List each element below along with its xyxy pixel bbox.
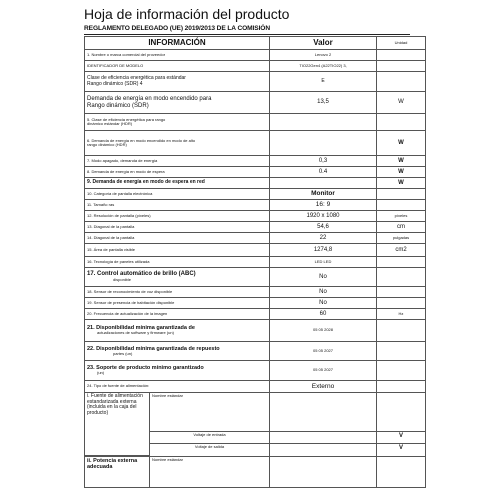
row-unit: pulgadas [377, 233, 426, 244]
power-supply-adequate-label: ii. Potencia externa adecuada [85, 457, 150, 487]
row-unit: W [377, 156, 426, 167]
row-value: Externo [270, 381, 377, 393]
row-value [270, 114, 377, 131]
row-unit [377, 189, 426, 200]
row-label: 18. Sensor de reconocimiento de voz disponible [85, 287, 270, 298]
title-divider [84, 34, 410, 35]
row-label: 7. Modo apagado, demanda de energía [85, 156, 270, 167]
row-value: 54,6 [270, 222, 377, 233]
row-value [270, 131, 377, 156]
row-value: E [270, 72, 377, 92]
row-unit: cm2 [377, 244, 426, 257]
row-value: 16: 9 [270, 200, 377, 211]
power-supply-external-unit [377, 393, 426, 457]
row-unit [377, 61, 426, 72]
col-header-info: INFORMACIÓN [85, 37, 270, 50]
power-supply-adequate-subtable [85, 457, 269, 487]
row-value: 0.4 [270, 167, 377, 178]
row-unit [377, 114, 426, 131]
row-value: LED LED [270, 257, 377, 268]
row-unit: cm [377, 222, 426, 233]
row-label: 20. Frecuencia de actualización de la imagen [85, 309, 270, 320]
row-value: 13,5 [270, 92, 377, 114]
output-voltage-label: Voltaje de salida [194, 444, 225, 449]
row-unit: W [377, 131, 426, 156]
info-table [84, 36, 426, 488]
adequate-value [270, 456, 377, 487]
row-label: 13. Diagonal de la pantalla [85, 222, 270, 233]
row-label: 5. Clase de eficiencia energética para rango dinámico estándar (HDR) [85, 114, 270, 131]
row-label: Clase de eficiencia energética para estándar Rango dinámico (SDR) 4 [85, 72, 270, 92]
row-unit [377, 320, 426, 342]
row-label: 14. Diagonal de la pantalla [85, 233, 270, 244]
row-unit [377, 257, 426, 268]
input-voltage-label: Voltaje de entrada [150, 432, 270, 444]
power-unit-subtable [377, 393, 425, 455]
row-value: 1920 x 1080 [270, 211, 377, 222]
page-title: Hoja de información del producto [84, 6, 290, 22]
row-label: 9. Demanda de energía en modo de espera en red [85, 178, 270, 189]
row-unit [377, 361, 426, 381]
row-label: 1. Nombre o marca comercial del proveedor [85, 50, 270, 61]
input-voltage-unit: V [377, 432, 425, 444]
row-label: 21. Disponibilidad mínima garantizada de actualizaciones de software y firmware (un) [85, 320, 270, 342]
row-value: No [270, 298, 377, 309]
row-label: 19. Sensor de presencia de habitación disponible [85, 298, 270, 309]
row-label: 12. Resolución de pantalla (píxeles) [85, 211, 270, 222]
power-supply-external-subtable [85, 393, 269, 456]
row-label: 8. Demanda de energía en modo de espera [85, 167, 270, 178]
row-label: 22. Disponibilidad mínima garantizada de repuesto partes (un) [85, 342, 270, 361]
row-unit [377, 50, 426, 61]
output-voltage-value [270, 444, 376, 456]
row-value: 05 05 2028 [270, 320, 377, 342]
row-unit [377, 287, 426, 298]
row-label: 6. Demanda de energía en modo encendido en modo de alto rango dinámico (HDR) [85, 131, 270, 156]
row-label: Demanda de energía en modo encendido para Rango dinámico (SDR) [85, 92, 270, 114]
row-value: No [270, 287, 377, 298]
row-unit [377, 200, 426, 211]
row-value: Lenovo 2 [270, 50, 377, 61]
row-unit: Hz [377, 309, 426, 320]
standard-name-unit [377, 393, 425, 432]
row-value [270, 178, 377, 189]
regulation-subtitle: REGLAMENTO DELEGADO (UE) 2019/2013 DE LA COMISIÓN [84, 25, 270, 32]
row-unit: W [377, 92, 426, 114]
col-header-unit: Unidad [377, 37, 426, 50]
row-value: 22 [270, 233, 377, 244]
row-value: 05 05 2027 [270, 361, 377, 381]
row-value: 1274,8 [270, 244, 377, 257]
row-label: 11. Tamaño ras [85, 200, 270, 211]
col-header-value: Valor [270, 37, 377, 50]
row-unit [377, 298, 426, 309]
power-supply-adequate-cell [85, 456, 270, 487]
output-voltage-unit: V [398, 445, 403, 452]
row-label: 10. Categoría de pantalla electrónica [85, 189, 270, 200]
product-sheet [78, 0, 414, 495]
power-supply-external-label: i. Fuente de alimentación estandarizada externa (incluida en la caja del producto) [85, 393, 150, 455]
row-unit [377, 342, 426, 361]
row-value: No [270, 268, 377, 287]
row-label: 15. Área de pantalla visible [85, 244, 270, 257]
row-label: 24. Tipo de fuente de alimentación: [85, 381, 270, 393]
power-supply-external-cell [85, 393, 270, 457]
power-supply-external-value [270, 393, 377, 457]
row-label: 23. Soporte de producto mínimo garantizado (un) [85, 361, 270, 381]
row-label: 16. Tecnología de paneles utilizada [85, 257, 270, 268]
standard-name-value [270, 393, 376, 432]
standard-name-label: Nombre estándar [150, 393, 270, 432]
adequate-unit [377, 456, 426, 487]
row-unit: píxeles [377, 211, 426, 222]
row-unit: W [377, 167, 426, 178]
input-voltage-value [270, 432, 376, 444]
row-value: Monitor [270, 189, 377, 200]
row-unit [377, 381, 426, 393]
row-unit: W [377, 178, 426, 189]
row-unit [377, 72, 426, 92]
power-value-subtable [270, 393, 376, 455]
row-value: 05 05 2027 [270, 342, 377, 361]
adequate-standard-name-label: Nombre estándar [152, 456, 183, 462]
row-unit [377, 268, 426, 287]
row-label: IDENTIFICADOR DE MODELO [85, 61, 270, 72]
row-value: 60 [270, 309, 377, 320]
row-value: 0,3 [270, 156, 377, 167]
row-label: 17. Control automático de brillo (ABC) disponible [85, 268, 270, 287]
row-value: TIO22Gen4 (A22TIO22) 3, [270, 61, 377, 72]
